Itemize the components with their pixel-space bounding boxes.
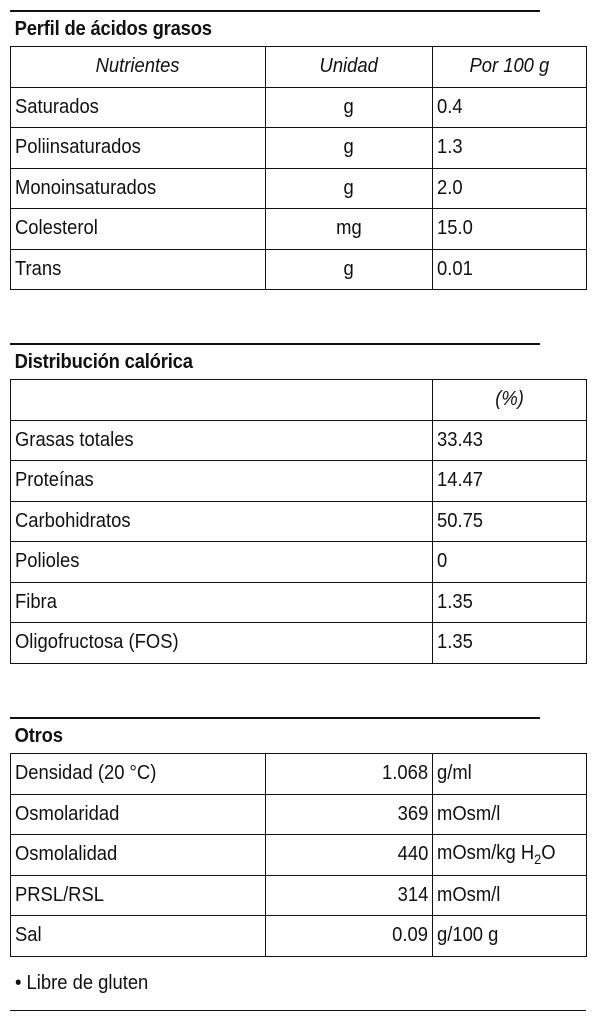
others-unit xyxy=(433,835,587,876)
header-unidad: Unidad xyxy=(266,47,433,88)
header-percent: (%) xyxy=(433,380,587,421)
header-por-100g: Por 100 g xyxy=(433,47,587,88)
nutrient-name: Colesterol xyxy=(11,209,266,250)
caloric-name: Proteínas xyxy=(11,461,433,502)
others-table xyxy=(10,753,587,957)
nutrient-unit: g xyxy=(266,128,433,169)
others-unit: mOsm/l xyxy=(433,875,587,916)
nutrient-name: Monoinsaturados xyxy=(11,168,266,209)
caloric-value: 33.43 xyxy=(433,420,587,461)
others-value: 1.068 xyxy=(266,754,433,795)
table-row xyxy=(11,249,587,290)
others-name: Densidad (20 °C) xyxy=(11,754,266,795)
others-name: Osmolalidad xyxy=(11,835,266,876)
others-section xyxy=(10,717,586,957)
unit-tail: O xyxy=(541,842,556,865)
others-value: 0.09 xyxy=(266,916,433,957)
caloric-value: 14.47 xyxy=(433,461,587,502)
table-row xyxy=(11,623,587,664)
table-header-row xyxy=(11,380,587,421)
others-unit: g/ml xyxy=(433,754,587,795)
nutrient-unit: g xyxy=(266,249,433,290)
caloric-title: Distribución calórica xyxy=(10,343,540,379)
nutrient-unit: g xyxy=(266,87,433,128)
others-name: PRSL/RSL xyxy=(11,875,266,916)
table-row xyxy=(11,209,587,250)
caloric-name: Fibra xyxy=(11,582,433,623)
nutrient-value: 2.0 xyxy=(433,168,587,209)
nutrient-unit: g xyxy=(266,168,433,209)
nutrient-name: Saturados xyxy=(11,87,266,128)
table-row xyxy=(11,916,587,957)
caloric-value: 50.75 xyxy=(433,501,587,542)
gluten-free-note: • Libre de gluten xyxy=(15,972,149,994)
others-value: 369 xyxy=(266,794,433,835)
unit-main: mOsm/kg H xyxy=(437,842,535,865)
table-header-row xyxy=(11,47,587,88)
caloric-name: Grasas totales xyxy=(11,420,433,461)
table-row xyxy=(11,835,587,876)
nutrient-name: Poliinsaturados xyxy=(11,128,266,169)
table-row xyxy=(11,754,587,795)
nutrient-value: 1.3 xyxy=(433,128,587,169)
nutrient-name: Trans xyxy=(11,249,266,290)
table-row xyxy=(11,461,587,502)
nutrient-value: 0.01 xyxy=(433,249,587,290)
caloric-value: 0 xyxy=(433,542,587,583)
unit-subscript: 2 xyxy=(534,851,542,868)
table-row xyxy=(11,875,587,916)
table-row xyxy=(11,87,587,128)
caloric-name: Polioles xyxy=(11,542,433,583)
header-empty xyxy=(11,380,433,421)
table-row xyxy=(11,168,587,209)
nutrient-value: 0.4 xyxy=(433,87,587,128)
nutrient-unit: mg xyxy=(266,209,433,250)
fatty-acid-table xyxy=(10,46,587,290)
table-row xyxy=(11,128,587,169)
others-name: Sal xyxy=(11,916,266,957)
caloric-section xyxy=(10,343,586,664)
others-unit: g/100 g xyxy=(433,916,587,957)
table-row xyxy=(11,794,587,835)
caloric-value: 1.35 xyxy=(433,623,587,664)
others-title: Otros xyxy=(10,717,540,753)
others-value: 440 xyxy=(266,835,433,876)
bottom-divider xyxy=(10,1010,586,1011)
header-nutrientes: Nutrientes xyxy=(11,47,266,88)
table-row xyxy=(11,501,587,542)
fatty-acid-title: Perfil de ácidos grasos xyxy=(10,10,540,46)
table-row xyxy=(11,582,587,623)
others-value: 314 xyxy=(266,875,433,916)
others-name: Osmolaridad xyxy=(11,794,266,835)
table-row xyxy=(11,542,587,583)
table-row xyxy=(11,420,587,461)
caloric-table xyxy=(10,379,587,664)
caloric-name: Carbohidratos xyxy=(11,501,433,542)
fatty-acid-section xyxy=(10,10,586,290)
others-unit: mOsm/l xyxy=(433,794,587,835)
nutrient-value: 15.0 xyxy=(433,209,587,250)
caloric-value: 1.35 xyxy=(433,582,587,623)
caloric-name: Oligofructosa (FOS) xyxy=(11,623,433,664)
